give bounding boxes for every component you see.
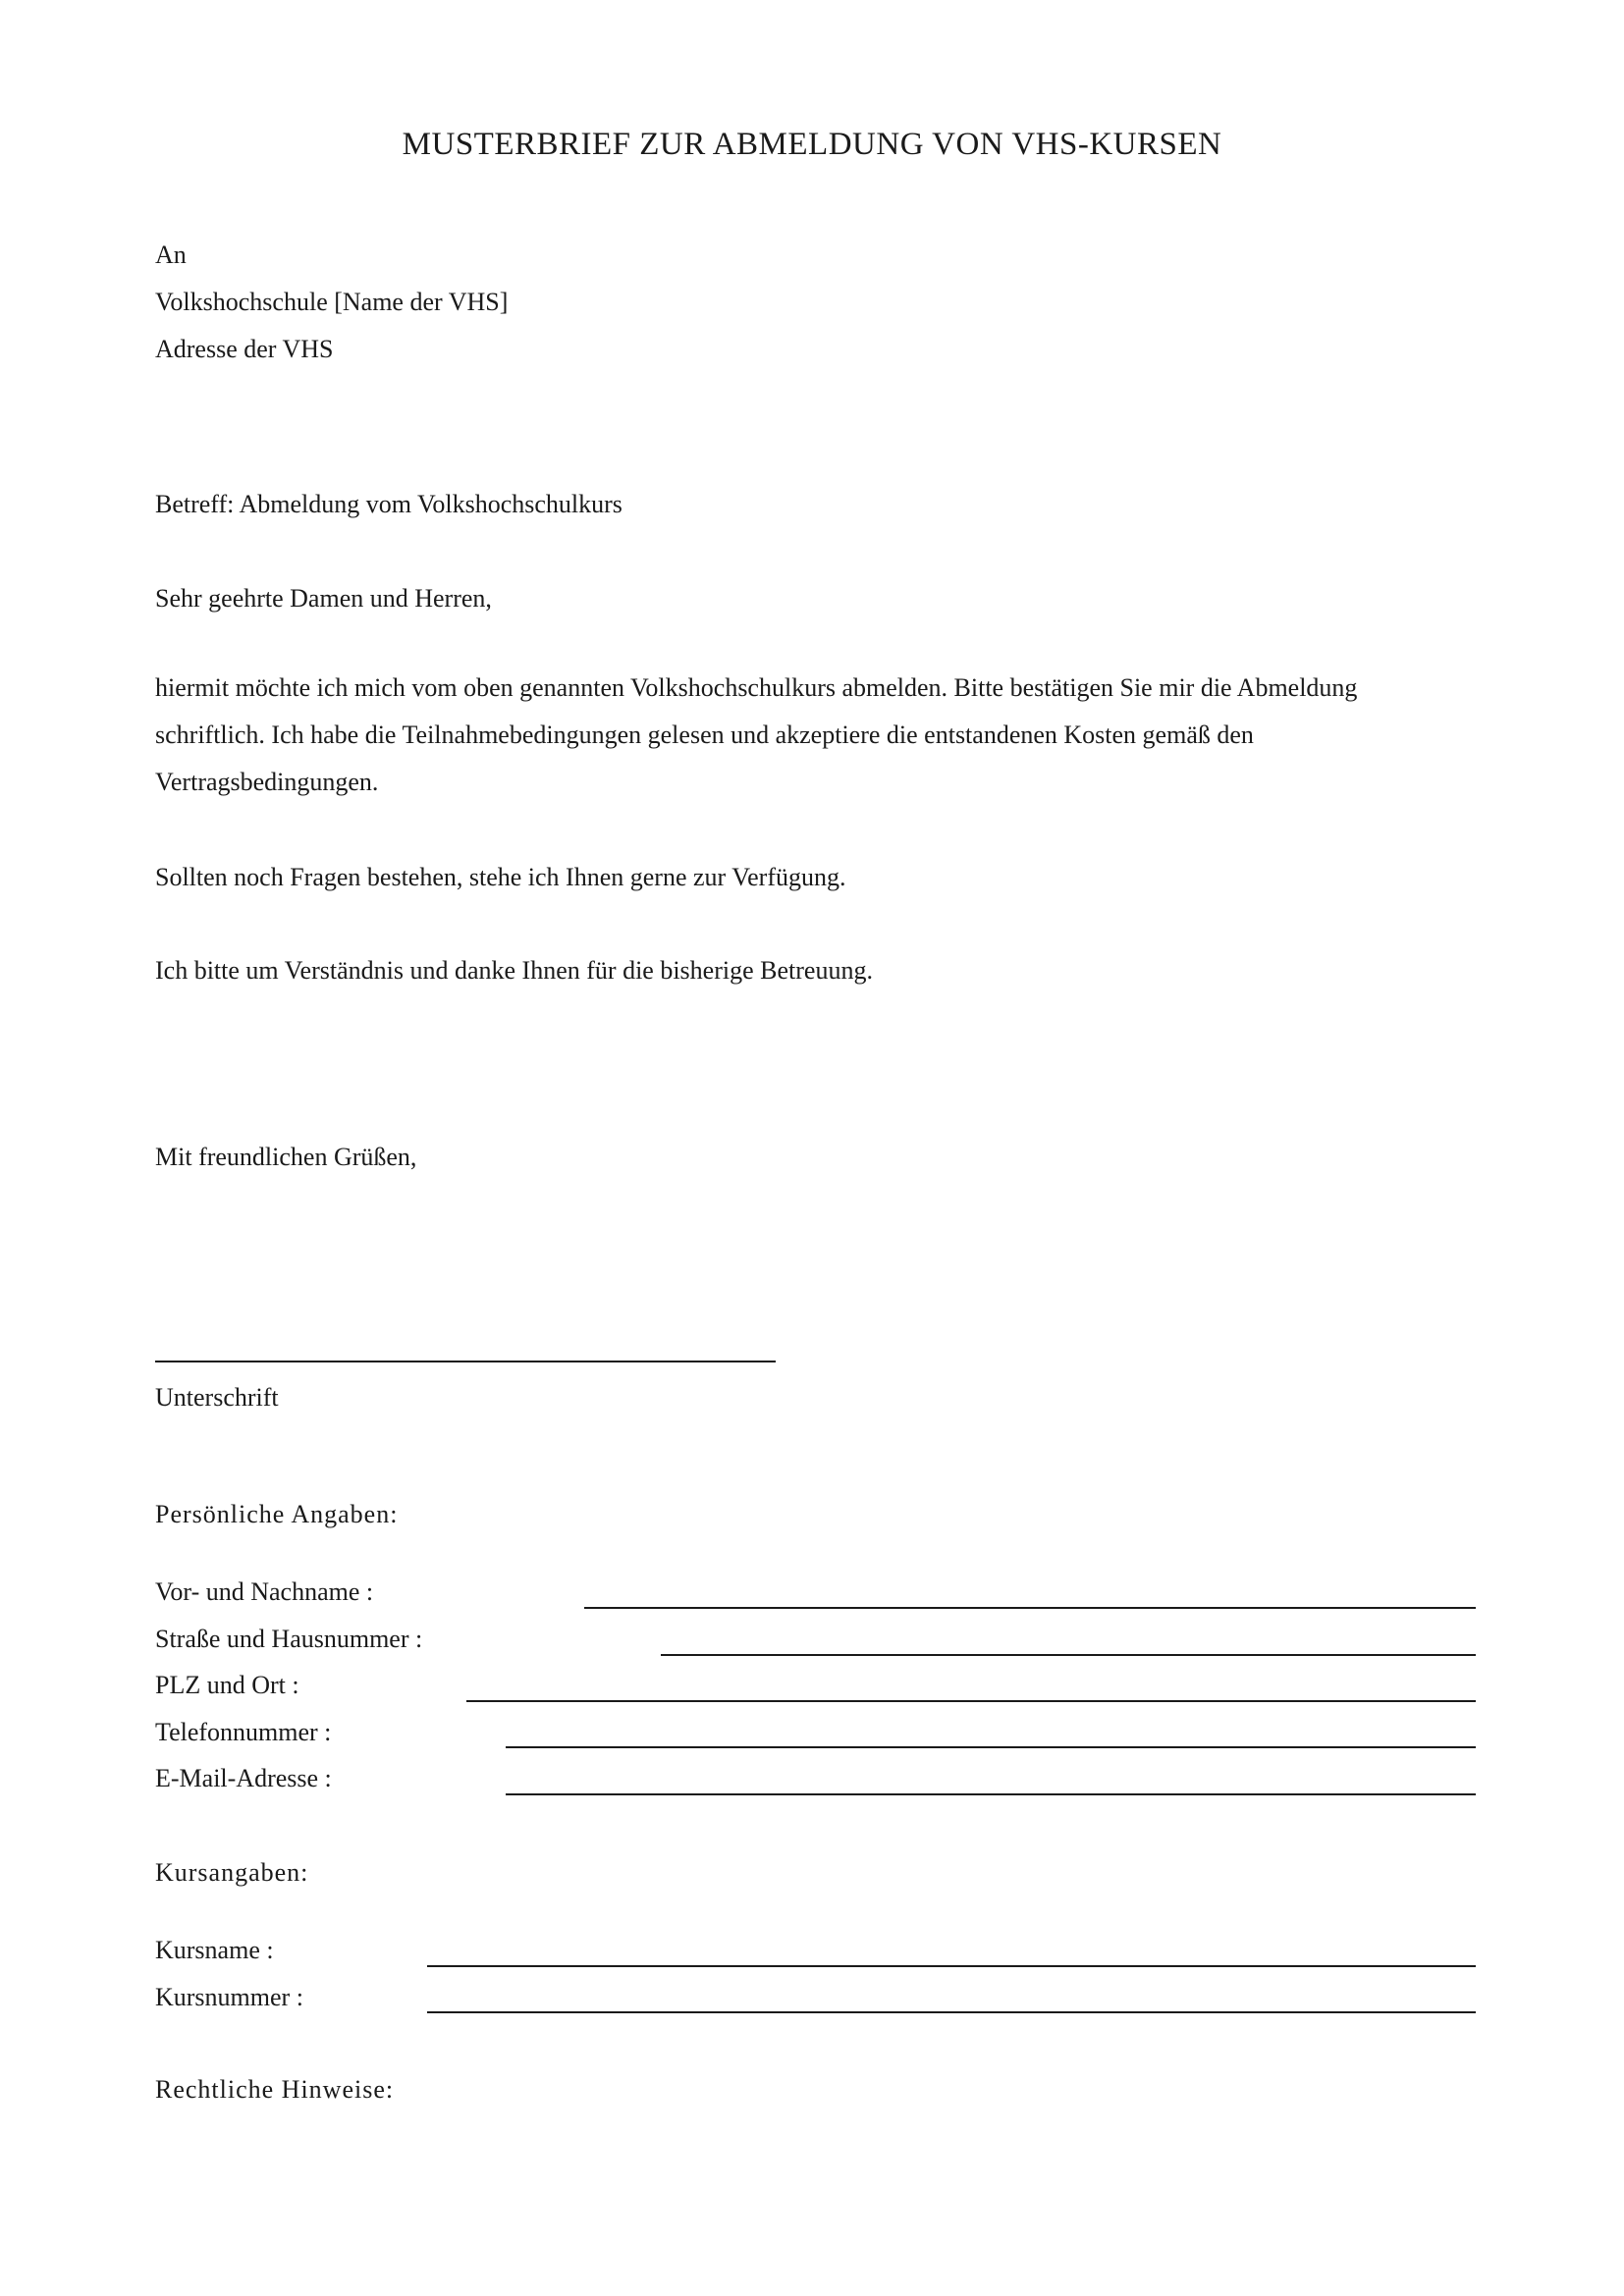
field-label-name: Vor- und Nachname : [155, 1577, 374, 1606]
field-line-course-name[interactable] [427, 1965, 1476, 1967]
course-heading: Kursangaben: [155, 1858, 309, 1887]
field-line-course-number[interactable] [427, 2011, 1476, 2013]
recipient-to: An [155, 240, 187, 269]
field-label-email: E-Mail-Adresse : [155, 1764, 332, 1792]
subject-line: Betreff: Abmeldung vom Volkshochschulkurs [155, 490, 623, 518]
body-paragraph-1-line-3: Vertragsbedingungen. [155, 768, 379, 796]
recipient-address: Adresse der VHS [155, 335, 334, 363]
body-paragraph-1-line-2: schriftlich. Ich habe die Teilnahmebedingungen gelesen und akzeptiere die entstandenen Kosten gemäß den [155, 721, 1254, 749]
field-label-course-number: Kursnummer : [155, 1983, 303, 2011]
document-title: MUSTERBRIEF ZUR ABMELDUNG VON VHS-KURSEN [402, 127, 1222, 162]
field-label-city: PLZ und Ort : [155, 1671, 299, 1699]
field-line-city[interactable] [466, 1700, 1476, 1702]
salutation: Sehr geehrte Damen und Herren, [155, 584, 492, 613]
signature-label: Unterschrift [155, 1383, 279, 1412]
body-paragraph-1 [155, 665, 1490, 806]
field-label-course-name: Kursname : [155, 1936, 274, 1964]
legal-heading: Rechtliche Hinweise: [155, 2075, 395, 2104]
personal-heading: Persönliche Angaben: [155, 1500, 399, 1528]
closing: Mit freundlichen Grüßen, [155, 1143, 417, 1171]
field-line-name[interactable] [584, 1607, 1476, 1609]
body-paragraph-2: Sollten noch Fragen bestehen, stehe ich Ihnen gerne zur Verfügung. [155, 863, 846, 891]
signature-line[interactable] [155, 1361, 776, 1362]
field-label-street: Straße und Hausnummer : [155, 1625, 423, 1653]
field-line-email[interactable] [506, 1793, 1476, 1795]
recipient-name: Volkshochschule [Name der VHS] [155, 288, 509, 316]
field-line-phone[interactable] [506, 1746, 1476, 1748]
body-paragraph-1-line-1: hiermit möchte ich mich vom oben genannten Volkshochschulkurs abmelden. Bitte bestätigen Sie mir die Abmeldung [155, 673, 1358, 702]
field-line-street[interactable] [661, 1654, 1476, 1656]
field-label-phone: Telefonnummer : [155, 1718, 332, 1746]
body-paragraph-3: Ich bitte um Verständnis und danke Ihnen für die bisherige Betreuung. [155, 956, 873, 985]
